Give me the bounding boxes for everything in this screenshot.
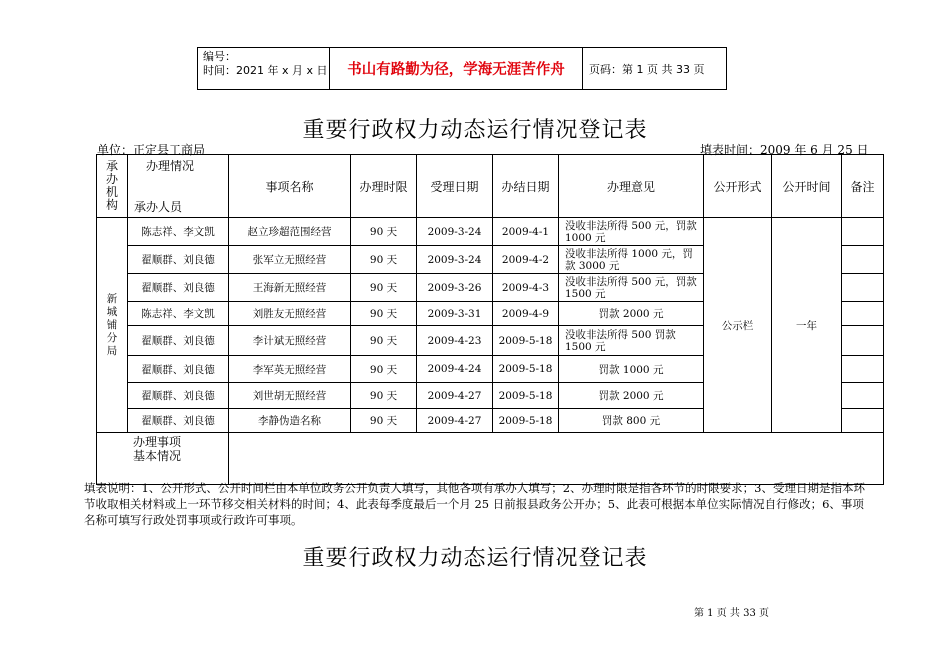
header-status-top: 办理情况	[146, 159, 195, 173]
header-opinion: 办理意见	[559, 155, 704, 218]
limit-cell: 90 天	[351, 218, 417, 246]
remark-cell	[842, 246, 884, 274]
motto: 书山有路勤为径，学海无涯苦作舟	[330, 48, 583, 89]
header-limit: 办理时限	[351, 155, 417, 218]
staff-cell: 翟顺群、刘良德	[128, 383, 229, 409]
header-strip	[197, 47, 727, 90]
opinion-cell: 没收非法所得 500 元，罚款 1500 元	[559, 274, 704, 302]
accept-cell: 2009-3-24	[417, 246, 493, 274]
header-form: 公开形式	[704, 155, 772, 218]
limit-cell: 90 天	[351, 383, 417, 409]
remark-cell	[842, 356, 884, 383]
item-cell: 王海新无照经营	[229, 274, 351, 302]
accept-cell: 2009-3-26	[417, 274, 493, 302]
header-status	[128, 155, 229, 218]
finish-cell: 2009-5-18	[493, 409, 559, 433]
opinion-cell: 没收非法所得 500 罚款 1500 元	[559, 326, 704, 356]
item-cell: 刘胜友无照经营	[229, 302, 351, 326]
basic-label: 办理事项 基本情况	[97, 433, 229, 485]
finish-cell: 2009-4-9	[493, 302, 559, 326]
limit-cell: 90 天	[351, 246, 417, 274]
opinion-cell: 罚款 800 元	[559, 409, 704, 433]
remark-cell	[842, 218, 884, 246]
staff-cell: 陈志祥、李文凯	[128, 302, 229, 326]
limit-cell: 90 天	[351, 274, 417, 302]
item-cell: 赵立珍超范围经营	[229, 218, 351, 246]
opinion-cell: 没收非法所得 500 元，罚款 1000 元	[559, 218, 704, 246]
header-item: 事项名称	[229, 155, 351, 218]
code-label: 编号：	[203, 50, 236, 63]
accept-cell: 2009-3-31	[417, 302, 493, 326]
basic-row	[97, 433, 884, 485]
finish-cell: 2009-5-18	[493, 383, 559, 409]
registration-table	[96, 154, 884, 485]
finish-cell: 2009-5-18	[493, 326, 559, 356]
item-cell: 刘世胡无照经营	[229, 383, 351, 409]
finish-cell: 2009-5-18	[493, 356, 559, 383]
fill-time-label: 填表时间：2009 年 6 月 25 日	[700, 143, 869, 157]
header-status-bottom: 承办人员	[134, 200, 183, 214]
public-form-cell: 公示栏	[704, 218, 772, 433]
header-agency: 承 办 机 构	[97, 155, 128, 218]
accept-cell: 2009-4-27	[417, 409, 493, 433]
header-finish: 办结日期	[493, 155, 559, 218]
page-title: 重要行政权力动态运行情况登记表	[302, 118, 648, 143]
agency-name: 新 城 铺 分 局	[106, 292, 118, 357]
remark-cell	[842, 274, 884, 302]
fill-notes: 填表说明：1、公开形式、公开时间栏由本单位政务公开负责人填写，其他各项有承办人填写；2、办理时限是指各环节的时限要求；3、受理日期是指本环节收取相关材料或上一环节移交相关材料的时间；4、此表每季度最后一个月 25 日前报县政务公开办；5、此表可根据本单位实际情况自行修改；6、事项名称可填写行政处罚事项或行政许可事项。	[84, 481, 865, 527]
page-label: 页码：第 1 页 共 33 页	[589, 62, 705, 76]
table-header-row	[97, 155, 884, 218]
staff-cell: 陈志祥、李文凯	[128, 218, 229, 246]
staff-cell: 翟顺群、刘良德	[128, 409, 229, 433]
page-title-repeat: 重要行政权力动态运行情况登记表	[302, 546, 648, 571]
limit-cell: 90 天	[351, 356, 417, 383]
agency-cell	[97, 218, 128, 433]
header-time: 公开时间	[772, 155, 842, 218]
remark-cell	[842, 302, 884, 326]
header-accept: 受理日期	[417, 155, 493, 218]
opinion-cell: 没收非法所得 1000 元，罚款 3000 元	[559, 246, 704, 274]
accept-cell: 2009-4-24	[417, 356, 493, 383]
staff-cell: 翟顺群、刘良德	[128, 326, 229, 356]
time-label: 时间：2021 年 x 月 x 日	[203, 64, 328, 77]
opinion-cell: 罚款 1000 元	[559, 356, 704, 383]
item-cell: 张军立无照经营	[229, 246, 351, 274]
table-row	[97, 218, 884, 246]
remark-cell	[842, 383, 884, 409]
finish-cell: 2009-4-2	[493, 246, 559, 274]
limit-cell: 90 天	[351, 326, 417, 356]
unit-label: 单位：正定县工商局	[97, 143, 206, 157]
limit-cell: 90 天	[351, 409, 417, 433]
header-remark: 备注	[842, 155, 884, 218]
staff-cell: 翟顺群、刘良德	[128, 274, 229, 302]
item-cell: 李计斌无照经营	[229, 326, 351, 356]
basic-content	[229, 433, 884, 485]
accept-cell: 2009-4-27	[417, 383, 493, 409]
finish-cell: 2009-4-1	[493, 218, 559, 246]
staff-cell: 翟顺群、刘良德	[128, 246, 229, 274]
limit-cell: 90 天	[351, 302, 417, 326]
staff-cell: 翟顺群、刘良德	[128, 356, 229, 383]
public-time-cell: 一年	[772, 218, 842, 433]
opinion-cell: 罚款 2000 元	[559, 302, 704, 326]
finish-cell: 2009-4-3	[493, 274, 559, 302]
header-meta	[198, 48, 330, 89]
accept-cell: 2009-3-24	[417, 218, 493, 246]
opinion-cell: 罚款 2000 元	[559, 383, 704, 409]
accept-cell: 2009-4-23	[417, 326, 493, 356]
page-footer: 第 1 页 共 33 页	[694, 608, 769, 619]
remark-cell	[842, 409, 884, 433]
item-cell: 李军英无照经营	[229, 356, 351, 383]
item-cell: 李静伪造名称	[229, 409, 351, 433]
remark-cell	[842, 326, 884, 356]
